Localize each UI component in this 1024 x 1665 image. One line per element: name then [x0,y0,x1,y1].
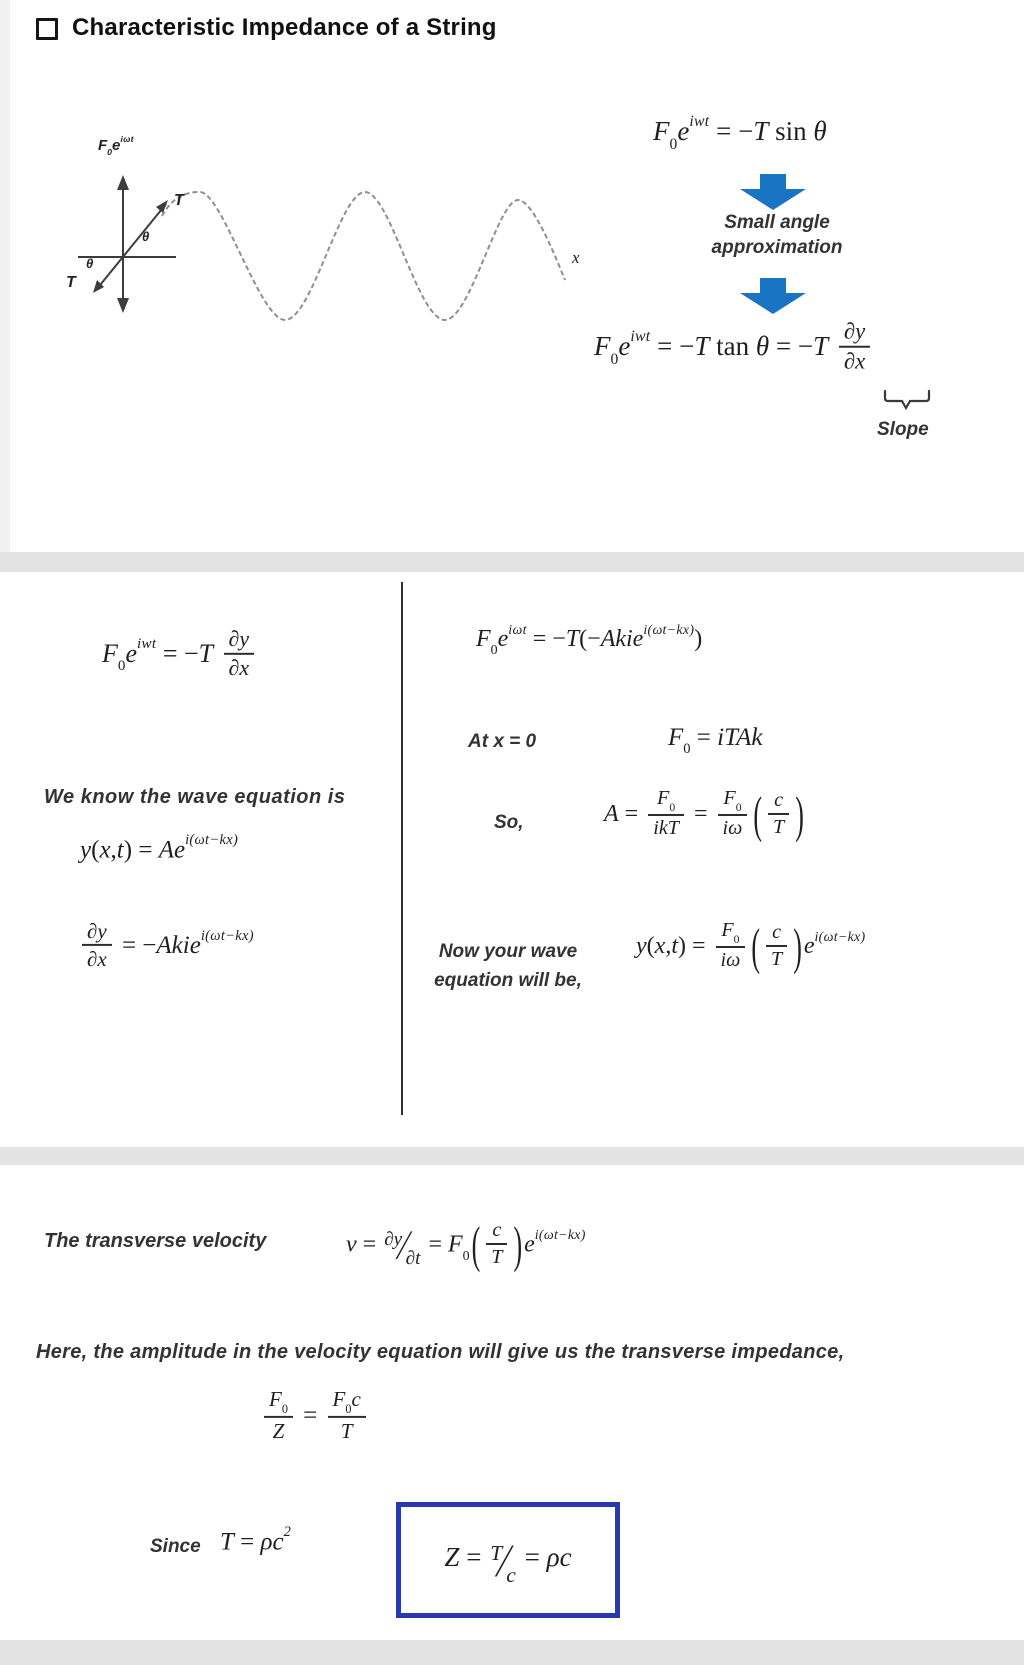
sine-wave-string [162,192,565,320]
underbrace-icon [882,388,932,416]
equation-substitution: $F_0e^{i\omega t}$ = −T(−Akie$^{i(\omega t-kx)}$) [476,622,703,658]
force-label: $F_0e^{i\omega t}$ [98,133,134,158]
equation-f0: $F_0$ = iTAk [668,724,763,758]
page-title [36,14,497,42]
title-text: Characteristic Impedance of a String [72,14,497,41]
note-line-1: Small angle [724,212,830,233]
column-divider [401,582,403,1115]
down-arrow-icon [740,278,806,314]
since-label: Since [150,1536,201,1557]
theta-label-lower: θ [86,256,94,271]
theta-label-upper: θ [142,229,150,244]
equation-tan-slope: $F_0e^{iwt} = -T$ tan θ = −T $\frac{\partial y}{\partial x}$ [594,322,874,376]
string-wave-diagram [60,130,580,330]
slope-label: Slope [877,419,929,440]
at-x0-label: At x = 0 [468,731,537,752]
tension-label-upper: T [174,192,184,209]
velocity-label: The transverse velocity [44,1230,267,1252]
tension-label-lower: T [66,274,76,291]
equation-boxed-impedance: Z = T∕c = ρc [444,1534,572,1587]
equation-impedance-ratio: $\frac{F_0}{Z}$ = $\frac{F_0c}{T}$ [260,1390,370,1444]
now-line-2: equation will be, [434,969,582,991]
equation-wave-result: y(x,t) = $\frac{F_0}{i\omega}$ ( $\frac{c}{T}$ )$e^{i(\omega t-kx)}$ [636,918,866,976]
equation-force-slope: $F_0e^{iwt} = -T$ $\frac{\partial y}{\partial x}$ [102,630,258,682]
page-edge-strip [0,0,10,552]
now-wave-note [402,938,614,995]
equation-derivative: $\frac{\partial y}{\partial x}$ = −Akie$^{i(\omega t-kx)}$ [78,922,254,972]
now-line-1: Now your wave [438,941,578,962]
down-arrow-icon [740,174,806,210]
wave-equation-note: We know the wave equation is [44,786,346,808]
equation-tension: $T = \rho c^2$ [220,1524,292,1556]
force-axis-arrow [117,175,129,313]
impedance-note: Here, the amplitude in the velocity equation will give us the transverse impedance, [36,1341,845,1363]
so-label: So, [494,812,524,833]
equation-wave-solution: $y(x,t) = Ae^{i(\omega t-kx)}$ [80,832,239,864]
x-axis-label: x [572,248,580,267]
small-angle-note [672,210,882,261]
boxed-result [396,1502,620,1618]
tension-vector [93,200,168,293]
equation-amplitude: A = $\frac{F_0}{\text{ikT}}$ = $\frac{F_0}{i\omega}$ ( $\frac{c}{T}$ ) [604,786,804,844]
equation-sine: $F_0e^{iwt} = -T$ sin θ [653,113,827,153]
checkbox-bullet-icon [36,18,58,40]
equation-velocity: v = ∂y∕∂t = $F_0$( $\frac{c}{T}$ )$e^{i(\omega t-kx)}$ [346,1216,586,1274]
note-line-2: approximation [711,237,843,259]
